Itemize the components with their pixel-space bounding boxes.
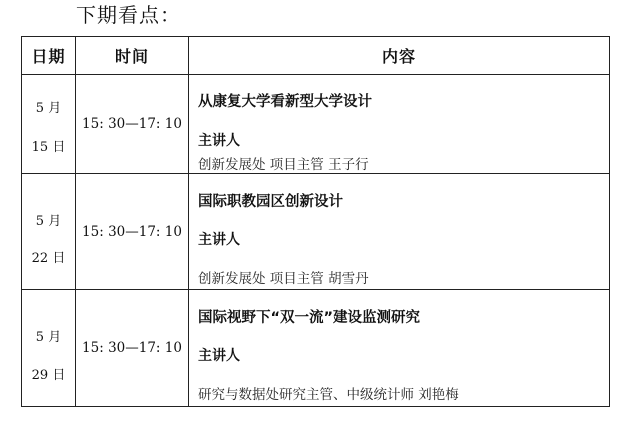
- session-title: 从康复大学看新型大学设计: [198, 94, 372, 110]
- header-content: 内容: [189, 37, 610, 75]
- date-cell: [22, 290, 76, 407]
- time-cell: 15: 30—17: 10: [76, 174, 189, 290]
- time-cell: 15: 30—17: 10: [76, 290, 189, 407]
- date-day: 15 日: [31, 140, 66, 155]
- table-row: [22, 75, 610, 174]
- table-header-row: [22, 37, 610, 75]
- header-time: 时间: [76, 37, 189, 75]
- content-cell: [189, 75, 610, 174]
- header-date: 日期: [22, 37, 76, 75]
- section-heading: 下期看点：: [76, 3, 181, 27]
- date-cell: [22, 75, 76, 174]
- speaker-label: 主讲人: [198, 232, 240, 248]
- time-cell: 15: 30—17: 10: [76, 75, 189, 174]
- speaker-label: 主讲人: [198, 133, 240, 149]
- schedule-table: [21, 36, 610, 407]
- content-cell: [189, 290, 610, 407]
- table-row: [22, 290, 610, 407]
- content-cell: [189, 174, 610, 290]
- date-month: 5 月: [35, 101, 62, 116]
- date-month: 5 月: [35, 330, 62, 345]
- session-title: 国际视野下“双一流”建设监测研究: [198, 310, 421, 326]
- session-title: 国际职教园区创新设计: [198, 194, 343, 210]
- speaker-info: 创新发展处 项目主管 王子行: [198, 157, 369, 173]
- table-row: [22, 174, 610, 290]
- date-month: 5 月: [35, 214, 62, 229]
- date-day: 29 日: [31, 368, 66, 383]
- speaker-info: 研究与数据处研究主管、中级统计师 刘艳梅: [198, 387, 459, 403]
- date-day: 22 日: [31, 251, 66, 266]
- speaker-label: 主讲人: [198, 348, 240, 364]
- date-cell: [22, 174, 76, 290]
- speaker-info: 创新发展处 项目主管 胡雪丹: [198, 271, 369, 287]
